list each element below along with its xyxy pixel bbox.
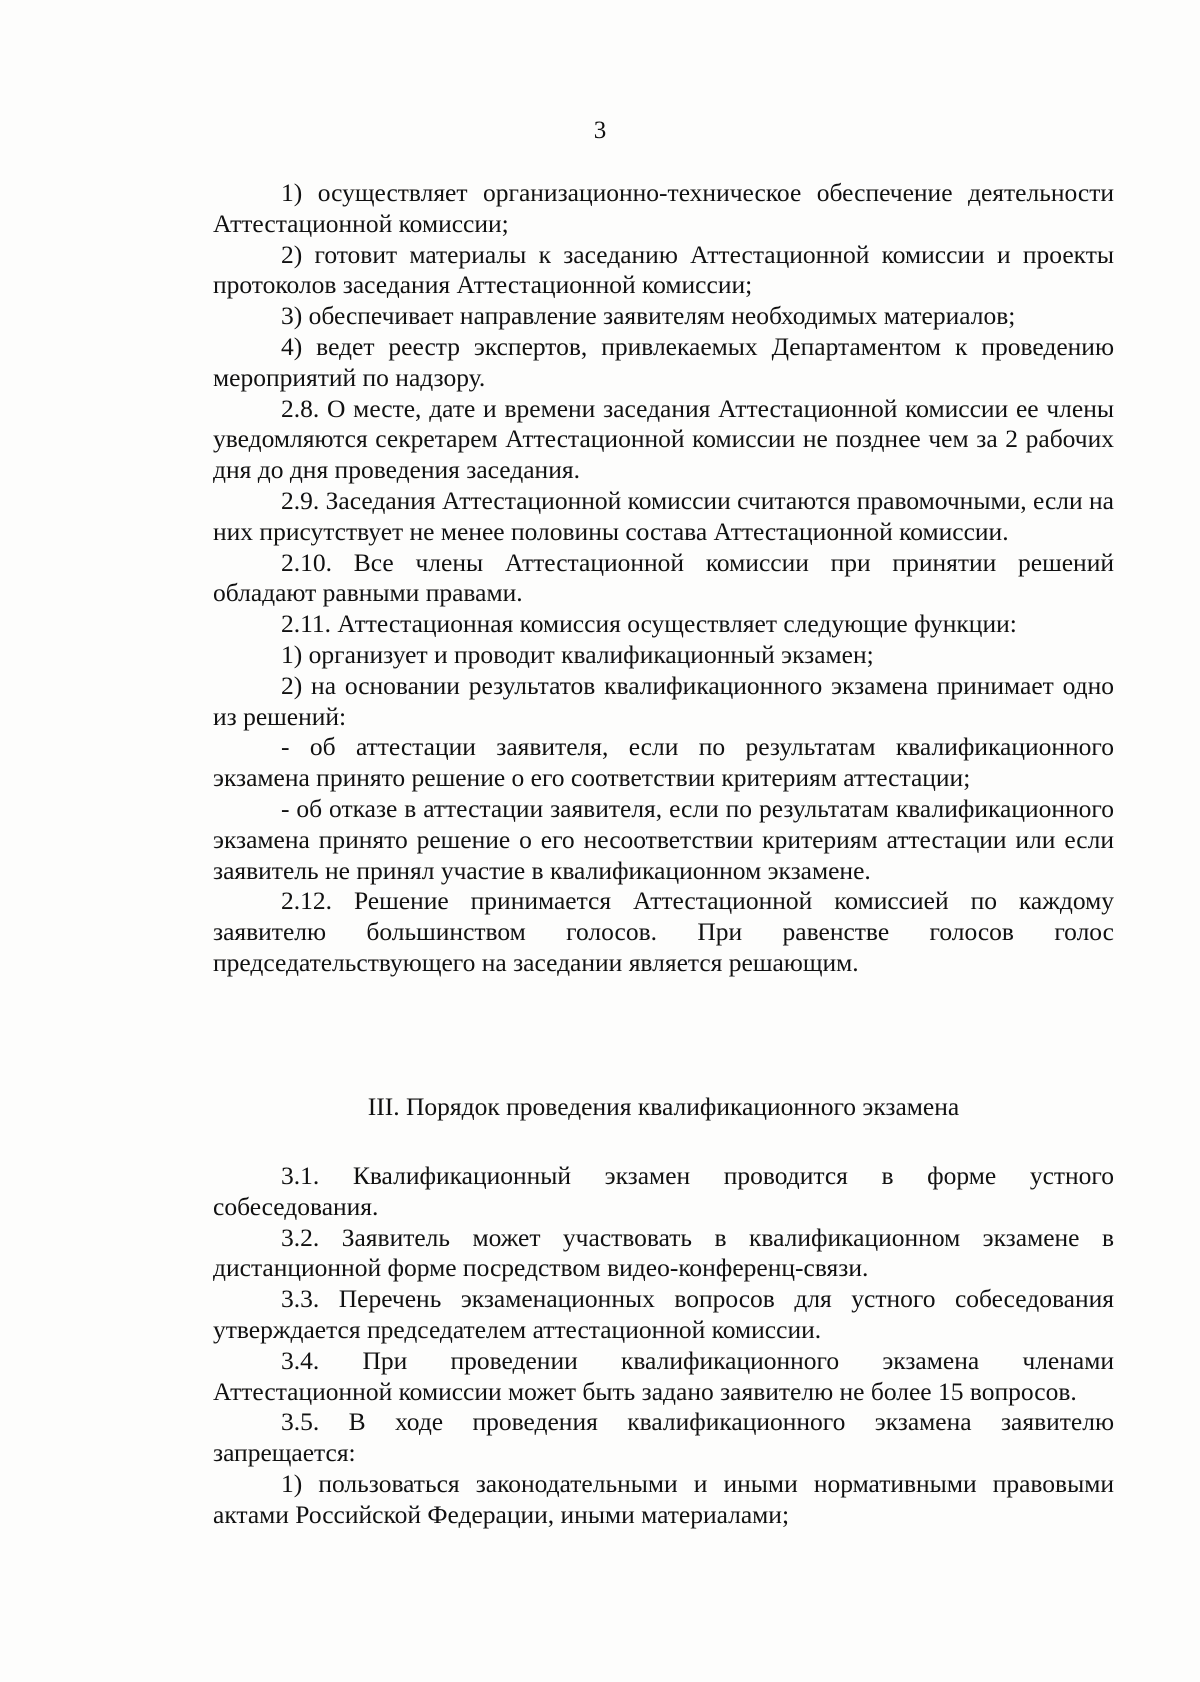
body-text-top [213, 178, 1114, 979]
paragraph: 3.3. Перечень экзаменационных вопросов для устного собеседования утверждается председателем аттестационной комиссии. [213, 1284, 1114, 1344]
paragraph: 2) готовит материалы к заседанию Аттестационной комиссии и проекты протоколов заседания Аттестационной комиссии; [213, 239, 1114, 300]
paragraph: 2.9. Заседания Аттестационной комиссии считаются правомочными, если на них присутствует не менее половины состава Аттестационной комиссии. [213, 485, 1114, 546]
paragraph: 1) организует и проводит квалификационный экзамен; [281, 639, 874, 669]
paragraph: 1) осуществляет организационно-техническое обеспечение деятельности Аттестационной комиссии; [213, 178, 1114, 238]
paragraph: 3.1. Квалификационный экзамен проводится в форме устного собеседования. [213, 1161, 1114, 1221]
paragraph: 2.8. О месте, дате и времени заседания Аттестационной комиссии ее члены уведомляются секретарем Аттестационной комиссии не позднее чем за 2 рабочих дня до дня проведения заседания. [213, 393, 1114, 485]
paragraph: 2) на основании результатов квалификационного экзамена принимает одно из решений: [213, 670, 1114, 731]
section-heading: III. Порядок проведения квалификационного экзамена [367, 1092, 960, 1121]
page-number: 3 [593, 117, 607, 144]
paragraph: 4) ведет реестр экспертов, привлекаемых Департаментом к проведению мероприятий по надзору. [213, 331, 1114, 392]
paragraph: 2.10. Все члены Аттестационной комиссии при принятии решений обладают равными правами. [213, 547, 1114, 608]
paragraph: 2.12. Решение принимается Аттестационной комиссией по каждому заявителю большинством голосов. При равенстве голосов голос председательствующего на заседании является решающим. [213, 886, 1114, 977]
paragraph: 2.11. Аттестационная комиссия осуществляет следующие функции: [281, 609, 1017, 639]
paragraph: 3) обеспечивает направление заявителям необходимых материалов; [281, 301, 1016, 331]
paragraph: 3.5. В ходе проведения квалификационного экзамена заявителю запрещается: [213, 1407, 1114, 1468]
body-text-bottom [213, 1161, 1114, 1531]
paragraph: 1) пользоваться законодательными и иными нормативными правовыми актами Российской Федерации, иными материалами; [213, 1468, 1114, 1529]
paragraph: 3.2. Заявитель может участвовать в квалификационном экзамене в дистанционной форме посредством видео-конференц-связи. [213, 1222, 1114, 1283]
paragraph: 3.4. При проведении квалификационного экзамена членами Аттестационной комиссии может быть задано заявителю не более 15 вопросов. [213, 1345, 1114, 1406]
paragraph: - об аттестации заявителя, если по результатам квалификационного экзамена принято решение о его соответствии критериям аттестации; [213, 732, 1114, 793]
paragraph: - об отказе в аттестации заявителя, если по результатам квалификационного экзамена принято решение о его несоответствии критериям аттестации или если заявитель не принял участие в квалификационном экзамене. [213, 793, 1114, 885]
